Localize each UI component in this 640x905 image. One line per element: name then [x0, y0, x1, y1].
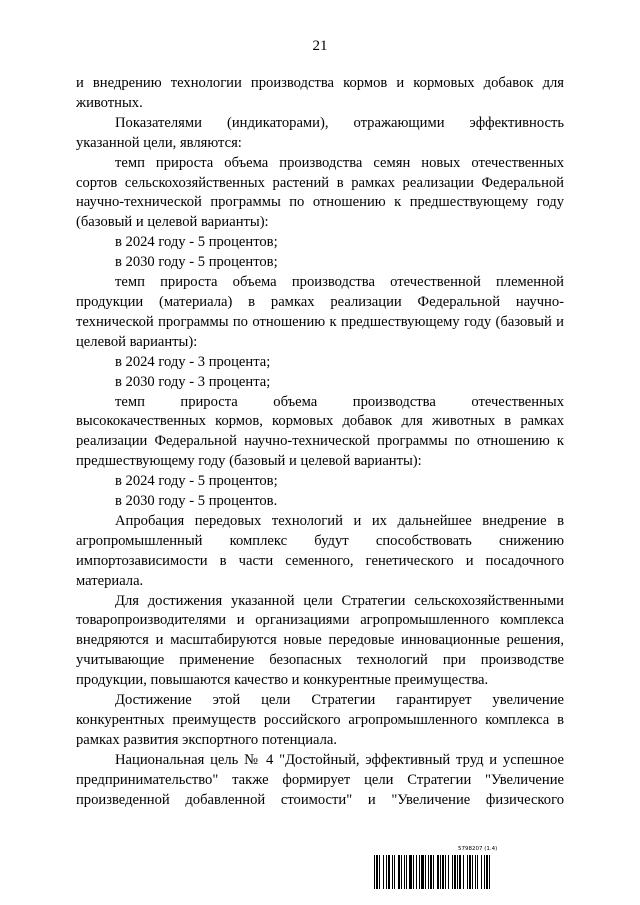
paragraph-export-potential: Достижение этой цели Стратегии гарантирует увеличение конкурентных преимуществ российского агропромышленного комплекса в рамках развития экспортного потенциала. [76, 692, 564, 748]
barcode-caption: 5798207 (1.4) [458, 846, 498, 852]
barcode-block [374, 846, 564, 889]
paragraph-feed-2024: в 2024 году - 5 процентов; [115, 473, 278, 490]
paragraph-indicators-intro: Показателями (индикаторами), отражающими эффективность указанной цели, являются: [76, 114, 564, 151]
page-number: 21 [312, 38, 328, 54]
paragraph-feed-indicator: темп прироста объема производства отечественных высококачественных кормов, кормовых добавок для животных в рамках реализации Федеральной научно-технической программы по отношению к предшествующему году (базовый и целевой варианты): [76, 393, 564, 470]
paragraph-seed-2024: в 2024 году - 5 процентов; [115, 234, 278, 251]
paragraph-technology-approbation: Апробация передовых технологий и их дальнейшее внедрение в агропромышленный комплекс будут способствовать снижению импортозависимости в части семенного, генетического и посадочного материала. [76, 512, 564, 589]
paragraph-breeding-2024: в 2024 году - 3 процента; [115, 353, 271, 370]
paragraph-breeding-2030: в 2030 году - 3 процента; [115, 373, 271, 390]
paragraph-national-goal-4: Национальная цель № 4 "Достойный, эффективный труд и успешное предпринимательство" также формирует цели Стратегии "Увеличение произведенной добавленной стоимости" и "Увеличение физического [76, 751, 564, 808]
paragraph-innovation-measures: Для достижения указанной цели Стратегии сельскохозяйственными товаропроизводителями и организациями агропромышленного комплекса внедряются и масштабируются новые передовые инновационные решения, учитывающие применение безопасных технологий при производстве продукции, повышаются качество и конкурентные преимущества. [76, 592, 564, 689]
paragraph-continuation: и внедрению технологии производства кормов и кормовых добавок для животных. [76, 75, 564, 111]
barcode-image [374, 855, 564, 889]
paragraph-seed-indicator: темп прироста объема производства семян новых отечественных сортов сельскохозяйственных растений в рамках реализации Федеральной научно-технической программы по отношению к предшествующему году (базовый и целевой варианты): [76, 154, 564, 231]
paragraph-breeding-indicator: темп прироста объема производства отечественной племенной продукции (материала) в рамках реализации Федеральной научно-технической программы по отношению к предшествующему году (базовый и целевой варианты): [76, 274, 564, 350]
paragraph-feed-2030: в 2030 году - 5 процентов. [115, 493, 278, 510]
document-body [76, 74, 564, 811]
paragraph-seed-2030: в 2030 году - 5 процентов; [115, 254, 278, 271]
